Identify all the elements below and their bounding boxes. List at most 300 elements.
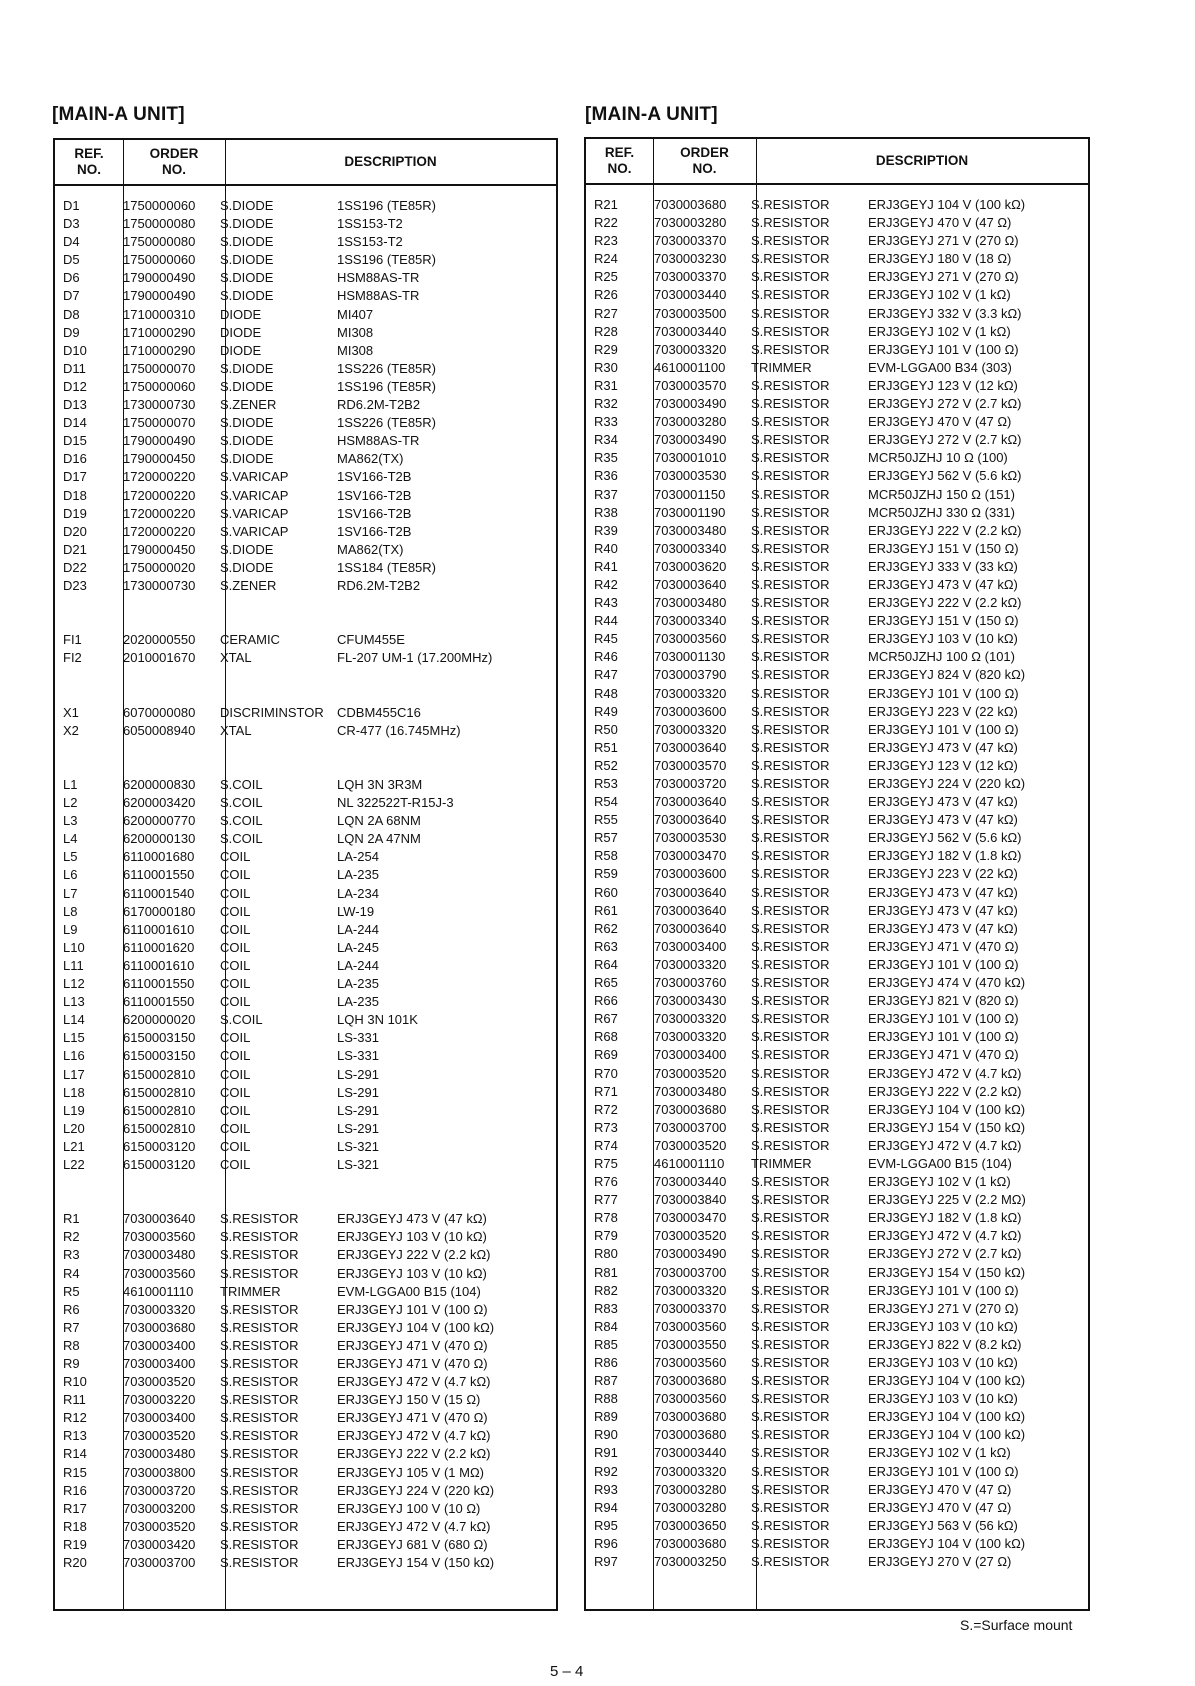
table-row: [586, 486, 1088, 504]
part-type: S.VARICAP: [220, 487, 289, 503]
part-type: S.RESISTOR: [751, 1445, 830, 1461]
part-type: S.RESISTOR: [751, 866, 830, 882]
part-type: S.RESISTOR: [751, 1011, 830, 1027]
order-no: 7030003280: [654, 1499, 727, 1515]
part-type: S.RESISTOR: [751, 396, 830, 412]
part-type: S.RESISTOR: [751, 1300, 830, 1316]
ref-no: L9: [63, 921, 78, 937]
part-number: LA-235: [337, 976, 379, 992]
part-number: ERJ3GEYJ 470 V (47 Ω): [868, 414, 1012, 430]
group-spacer: [55, 758, 556, 776]
part-type: S.DIODE: [220, 451, 274, 467]
part-type: S.ZENER: [220, 397, 277, 413]
table-row: [586, 1264, 1088, 1282]
ref-no: R66: [594, 993, 618, 1009]
order-no: 6110001610: [123, 921, 195, 937]
order-no: 7030003400: [123, 1410, 196, 1426]
ref-no: R38: [594, 504, 618, 520]
ref-no: D20: [63, 523, 87, 539]
table-row: [586, 558, 1088, 576]
table-row: [586, 811, 1088, 829]
part-number: LS-331: [337, 1048, 379, 1064]
part-type: S.RESISTOR: [751, 685, 830, 701]
ref-no: D10: [63, 342, 87, 358]
table-row: [586, 1282, 1088, 1300]
part-number: ERJ3GEYJ 472 V (4.7 kΩ): [337, 1428, 491, 1444]
ref-no: R2: [63, 1229, 80, 1245]
part-number: ERJ3GEYJ 474 V (470 kΩ): [868, 975, 1026, 991]
part-type: S.RESISTOR: [751, 269, 830, 285]
part-number: ERJ3GEYJ 182 V (1.8 kΩ): [868, 848, 1022, 864]
part-number: 1SS153-T2: [337, 216, 403, 232]
ref-no: R42: [594, 576, 618, 592]
order-no: 7030003620: [654, 558, 727, 574]
ref-no: D13: [63, 397, 87, 413]
ref-no: X1: [63, 704, 79, 720]
part-type: S.RESISTOR: [751, 794, 830, 810]
ref-no: R26: [594, 287, 618, 303]
order-no: 7030003640: [654, 920, 727, 936]
part-type: COIL: [220, 867, 251, 883]
part-number: 1SS184 (TE85R): [337, 559, 436, 575]
part-type: S.RESISTOR: [751, 757, 830, 773]
part-number: ERJ3GEYJ 470 V (47 Ω): [868, 1481, 1012, 1497]
ref-no: R47: [594, 667, 618, 683]
table-row: [55, 1047, 556, 1065]
order-no: 1750000070: [123, 415, 196, 431]
table-row: [55, 1265, 556, 1283]
ref-no: D7: [63, 288, 80, 304]
part-number: ERJ3GEYJ 562 V (5.6 kΩ): [868, 830, 1022, 846]
part-type: S.RESISTOR: [751, 1481, 830, 1497]
table-row: [55, 215, 556, 233]
order-no: 7030003640: [654, 794, 727, 810]
table-row: [586, 1173, 1088, 1191]
order-no: 1750000060: [123, 252, 196, 268]
part-type: COIL: [220, 849, 251, 865]
ref-no: R50: [594, 721, 618, 737]
order-no: 7030001190: [654, 504, 726, 520]
part-number: ERJ3GEYJ 822 V (8.2 kΩ): [868, 1336, 1022, 1352]
table-row: [55, 378, 556, 396]
table-row: [55, 559, 556, 577]
order-no: 1750000070: [123, 360, 196, 376]
ref-no-header: REF. NO.: [604, 145, 635, 176]
table-row: [55, 1536, 556, 1554]
table-row: [55, 1319, 556, 1337]
order-no-header: ORDER NO.: [149, 146, 199, 177]
table-row: [55, 903, 556, 921]
part-type: TRIMMER: [220, 1283, 281, 1299]
ref-no: D21: [63, 541, 87, 557]
part-number: ERJ3GEYJ 103 V (10 kΩ): [868, 631, 1018, 647]
table-row: [55, 1518, 556, 1536]
ref-no: D14: [63, 415, 87, 431]
part-number: ERJ3GEYJ 563 V (56 kΩ): [868, 1517, 1018, 1533]
table-row: [586, 1101, 1088, 1119]
part-type: XTAL: [220, 650, 252, 666]
ref-no: R1: [63, 1211, 80, 1227]
order-no: 7030003680: [123, 1319, 196, 1335]
part-type: S.RESISTOR: [751, 993, 830, 1009]
table-row: [586, 793, 1088, 811]
ref-no: R63: [594, 938, 618, 954]
order-no: 7030001010: [654, 450, 727, 466]
part-number: RD6.2M-T2B2: [337, 397, 421, 413]
order-no: 6070000080: [123, 704, 196, 720]
table-row: [586, 1553, 1088, 1571]
group-spacer: [55, 740, 556, 758]
part-number: ERJ3GEYJ 222 V (2.2 kΩ): [337, 1247, 491, 1263]
part-number: ERJ3GEYJ 223 V (22 kΩ): [868, 866, 1018, 882]
table-row: [55, 450, 556, 468]
part-number: ERJ3GEYJ 271 V (270 Ω): [868, 233, 1019, 249]
table-row: [55, 1029, 556, 1047]
table-row: [586, 956, 1088, 974]
order-no-header: ORDER NO.: [680, 145, 729, 176]
right-table-title: [MAIN-A UNIT]: [585, 104, 718, 125]
order-no: 7030003680: [654, 1427, 727, 1443]
part-number: ERJ3GEYJ 103 V (10 kΩ): [868, 1391, 1018, 1407]
order-no: 6050008940: [123, 722, 196, 738]
table-row: [586, 341, 1088, 359]
ref-no: R31: [594, 377, 618, 393]
part-type: S.RESISTOR: [751, 233, 830, 249]
ref-no: L22: [63, 1156, 85, 1172]
ref-no: D6: [63, 270, 80, 286]
table-row: [586, 721, 1088, 739]
order-no: 1790000490: [123, 288, 196, 304]
table-row: [55, 1482, 556, 1500]
order-no: 7030003700: [654, 1264, 727, 1280]
order-no: 1750000080: [123, 216, 196, 232]
table-row: [586, 703, 1088, 721]
order-no: 7030003700: [654, 1119, 727, 1135]
table-row: [55, 848, 556, 866]
part-number: ERJ3GEYJ 225 V (2.2 MΩ): [868, 1192, 1026, 1208]
order-no: 7030003480: [123, 1247, 196, 1263]
ref-no: R13: [63, 1428, 87, 1444]
table-row: [586, 1028, 1088, 1046]
part-type: S.RESISTOR: [751, 215, 830, 231]
ref-no: L6: [63, 867, 78, 883]
table-row: [55, 541, 556, 559]
ref-no: R7: [63, 1319, 80, 1335]
table-row: [55, 233, 556, 251]
order-no: 7030003490: [654, 396, 727, 412]
part-number: LS-321: [337, 1138, 379, 1154]
order-no: 6200000830: [123, 777, 196, 792]
order-no: 7030003370: [654, 269, 727, 285]
ref-no: X2: [63, 722, 79, 738]
part-number: ERJ3GEYJ 473 V (47 kΩ): [868, 920, 1018, 936]
table-row: [55, 993, 556, 1011]
part-number: ERJ3GEYJ 224 V (220 kΩ): [337, 1482, 495, 1498]
ref-no: D5: [63, 252, 80, 268]
order-no: 1730000730: [123, 577, 196, 593]
order-no: 7030003480: [123, 1446, 196, 1462]
order-no: 6200003420: [123, 795, 196, 811]
order-no: 7030003800: [123, 1464, 196, 1480]
part-type: S.VARICAP: [220, 505, 289, 521]
description-header: DESCRIPTION: [875, 153, 969, 168]
part-type: S.RESISTOR: [751, 576, 830, 592]
ref-no: R46: [594, 649, 618, 665]
group-spacer: [55, 595, 556, 613]
footnote: S.=Surface mount: [960, 1617, 1073, 1633]
order-no: 7030003320: [654, 1463, 727, 1479]
table-row: [55, 1409, 556, 1427]
ref-no: R61: [594, 902, 618, 918]
part-type: COIL: [220, 903, 251, 919]
table-row: [55, 1011, 556, 1029]
table-row: [586, 305, 1088, 323]
part-type: DIODE: [220, 306, 262, 322]
part-type: S.RESISTOR: [220, 1446, 299, 1462]
part-number: ERJ3GEYJ 104 V (100 kΩ): [868, 1373, 1026, 1389]
order-no: 7030003430: [654, 993, 727, 1009]
part-number: ERJ3GEYJ 105 V (1 MΩ): [337, 1464, 484, 1480]
part-type: S.RESISTOR: [751, 1210, 830, 1226]
part-type: S.RESISTOR: [751, 1228, 830, 1244]
part-type: S.VARICAP: [220, 523, 289, 539]
part-number: ERJ3GEYJ 224 V (220 kΩ): [868, 776, 1026, 791]
part-number: ERJ3GEYJ 123 V (12 kΩ): [868, 377, 1018, 393]
part-number: LA-235: [337, 994, 379, 1010]
ref-no: R3: [63, 1247, 80, 1263]
part-type: S.RESISTOR: [751, 1119, 830, 1135]
order-no: 4610001110: [123, 1283, 194, 1299]
table-row: [55, 776, 556, 794]
table-row: [55, 197, 556, 215]
part-number: MA862(TX): [337, 541, 404, 557]
order-no: 7030003640: [123, 1211, 196, 1227]
ref-no: L17: [63, 1066, 85, 1082]
right-table-body: [586, 196, 1088, 1571]
ref-no: R58: [594, 848, 618, 864]
ref-no: R34: [594, 432, 618, 448]
part-number: ERJ3GEYJ 270 V (27 Ω): [868, 1554, 1012, 1570]
part-number: ERJ3GEYJ 473 V (47 kΩ): [868, 902, 1018, 918]
order-no: 7030003640: [654, 576, 727, 592]
ref-no: R88: [594, 1391, 618, 1407]
part-type: S.RESISTOR: [220, 1337, 299, 1353]
table-row: [586, 1390, 1088, 1408]
part-type: S.RESISTOR: [751, 323, 830, 339]
table-row: [586, 1481, 1088, 1499]
table-row: [586, 992, 1088, 1010]
part-type: S.RESISTOR: [751, 1355, 830, 1370]
order-no: 7030003560: [123, 1229, 196, 1245]
part-number: ERJ3GEYJ 101 V (100 Ω): [868, 1282, 1019, 1298]
order-no: 1710000310: [123, 306, 196, 322]
part-type: S.COIL: [220, 795, 263, 811]
ref-no: L16: [63, 1048, 85, 1064]
table-row: [586, 847, 1088, 865]
order-no: 1720000220: [123, 469, 196, 485]
ref-no: R62: [594, 920, 618, 936]
part-type: COIL: [220, 1102, 251, 1118]
part-type: COIL: [220, 976, 251, 992]
table-row: [586, 1354, 1088, 1372]
part-number: LQN 2A 68NM: [337, 813, 421, 829]
part-type: S.RESISTOR: [220, 1464, 299, 1480]
part-type: S.RESISTOR: [751, 1047, 830, 1063]
part-number: ERJ3GEYJ 271 V (270 Ω): [868, 1300, 1019, 1316]
order-no: 7030003790: [654, 667, 727, 683]
order-no: 7030003640: [654, 812, 727, 828]
part-type: S.RESISTOR: [751, 1246, 830, 1262]
table-row: [55, 1066, 556, 1084]
table-row: [586, 250, 1088, 268]
table-row: [55, 269, 556, 287]
part-type: S.DIODE: [220, 198, 274, 213]
part-number: EVM-LGGA00 B34 (303): [868, 359, 1012, 375]
part-number: ERJ3GEYJ 271 V (270 Ω): [868, 269, 1019, 285]
table-row: [55, 287, 556, 305]
ref-no: D4: [63, 234, 80, 250]
table-row: [55, 1084, 556, 1102]
ref-no: R17: [63, 1500, 87, 1516]
table-row: [586, 666, 1088, 684]
ref-no: R10: [63, 1374, 87, 1390]
order-no: 7030003470: [654, 1210, 727, 1226]
order-no: 1720000220: [123, 505, 196, 521]
part-type: S.RESISTOR: [751, 1083, 830, 1099]
ref-no: R16: [63, 1482, 87, 1498]
ref-no: R54: [594, 794, 618, 810]
ref-no: R96: [594, 1535, 618, 1551]
part-type: S.RESISTOR: [751, 613, 830, 629]
part-number: CDBM455C16: [337, 704, 421, 720]
part-number: ERJ3GEYJ 100 V (10 Ω): [337, 1500, 481, 1516]
table-row: [586, 1065, 1088, 1083]
part-number: LQN 2A 47NM: [337, 831, 421, 847]
order-no: 1750000060: [123, 378, 196, 394]
order-no: 7030003320: [123, 1301, 196, 1317]
table-row: [55, 505, 556, 523]
order-no: 7030003720: [123, 1482, 196, 1498]
part-type: S.RESISTOR: [751, 341, 830, 357]
ref-no: R93: [594, 1481, 618, 1497]
order-no: 7030003530: [654, 830, 727, 846]
part-type: S.RESISTOR: [751, 1336, 830, 1352]
part-number: ERJ3GEYJ 154 V (150 kΩ): [868, 1119, 1026, 1135]
ref-no: R43: [594, 595, 618, 611]
order-no: 7030003680: [654, 1373, 727, 1389]
part-type: S.RESISTOR: [751, 1192, 830, 1208]
order-no: 7030003560: [654, 1355, 727, 1370]
part-type: S.RESISTOR: [220, 1374, 299, 1390]
part-type: S.RESISTOR: [751, 558, 830, 574]
order-no: 7030003400: [123, 1356, 196, 1371]
order-no: 4610001100: [654, 359, 726, 375]
part-type: S.DIODE: [220, 270, 274, 286]
table-row: [55, 1337, 556, 1355]
table-row: [55, 1554, 556, 1572]
table-row: [55, 812, 556, 830]
order-no: 1750000060: [123, 198, 196, 213]
order-no: 6150002810: [123, 1066, 196, 1082]
table-row: [586, 214, 1088, 232]
ref-no: L15: [63, 1030, 85, 1046]
part-type: COIL: [220, 1120, 251, 1136]
order-no: 7030003320: [654, 1282, 727, 1298]
order-no: 7030003760: [654, 975, 727, 991]
order-no: 7030003440: [654, 287, 727, 303]
order-no: 6110001620: [123, 939, 195, 955]
part-type: S.RESISTOR: [220, 1265, 299, 1281]
table-row: [55, 414, 556, 432]
part-type: S.RESISTOR: [751, 1517, 830, 1533]
order-no: 6150002810: [123, 1120, 196, 1136]
part-number: ERJ3GEYJ 103 V (10 kΩ): [337, 1265, 487, 1281]
part-number: LS-291: [337, 1084, 379, 1100]
part-number: LA-254: [337, 849, 379, 865]
order-no: 7030003200: [123, 1500, 196, 1516]
table-row: [55, 396, 556, 414]
table-row: [586, 196, 1088, 214]
group-spacer: [55, 1174, 556, 1192]
table-row: [55, 975, 556, 993]
order-no: 7030003280: [654, 414, 727, 430]
table-row: [55, 921, 556, 939]
part-number: ERJ3GEYJ 104 V (100 kΩ): [337, 1319, 495, 1335]
table-row: [55, 631, 556, 649]
part-number: ERJ3GEYJ 824 V (820 kΩ): [868, 667, 1026, 683]
part-number: 1SS153-T2: [337, 234, 403, 250]
ref-no-header: REF. NO.: [74, 146, 104, 177]
part-number: ERJ3GEYJ 104 V (100 kΩ): [868, 1409, 1026, 1425]
ref-no: R83: [594, 1300, 618, 1316]
ref-no: R6: [63, 1301, 80, 1317]
part-number: 1SV166-T2B: [337, 523, 412, 539]
table-row: [586, 522, 1088, 540]
table-row: [586, 1463, 1088, 1481]
table-row: [55, 704, 556, 722]
table-row: [586, 1300, 1088, 1318]
table-row: [586, 938, 1088, 956]
part-number: ERJ3GEYJ 471 V (470 Ω): [868, 1047, 1019, 1063]
order-no: 7030003400: [123, 1337, 196, 1353]
part-number: LQH 3N 3R3M: [337, 777, 423, 792]
table-row: [586, 1372, 1088, 1390]
page-number: 5 – 4: [550, 1663, 584, 1680]
ref-no: D11: [63, 360, 86, 376]
table-row: [586, 413, 1088, 431]
order-no: 6110001550: [123, 867, 195, 883]
part-type: S.COIL: [220, 1012, 263, 1028]
part-number: NL 322522T-R15J-3: [337, 795, 454, 811]
part-type: COIL: [220, 1048, 251, 1064]
part-type: XTAL: [220, 722, 252, 738]
part-number: ERJ3GEYJ 104 V (100 kΩ): [868, 1427, 1026, 1443]
ref-no: R91: [594, 1445, 618, 1461]
table-row: [55, 1373, 556, 1391]
ref-no: R8: [63, 1337, 80, 1353]
table-row: [586, 467, 1088, 485]
part-type: S.COIL: [220, 813, 263, 829]
part-type: S.RESISTOR: [751, 1282, 830, 1298]
part-number: ERJ3GEYJ 473 V (47 kΩ): [868, 812, 1018, 828]
ref-no: L5: [63, 849, 78, 865]
ref-no: R27: [594, 305, 618, 321]
part-type: S.RESISTOR: [751, 504, 830, 520]
part-number: ERJ3GEYJ 472 V (4.7 kΩ): [868, 1228, 1022, 1244]
order-no: 7030003560: [654, 1391, 727, 1407]
part-type: S.RESISTOR: [751, 540, 830, 556]
group-spacer: [55, 686, 556, 704]
